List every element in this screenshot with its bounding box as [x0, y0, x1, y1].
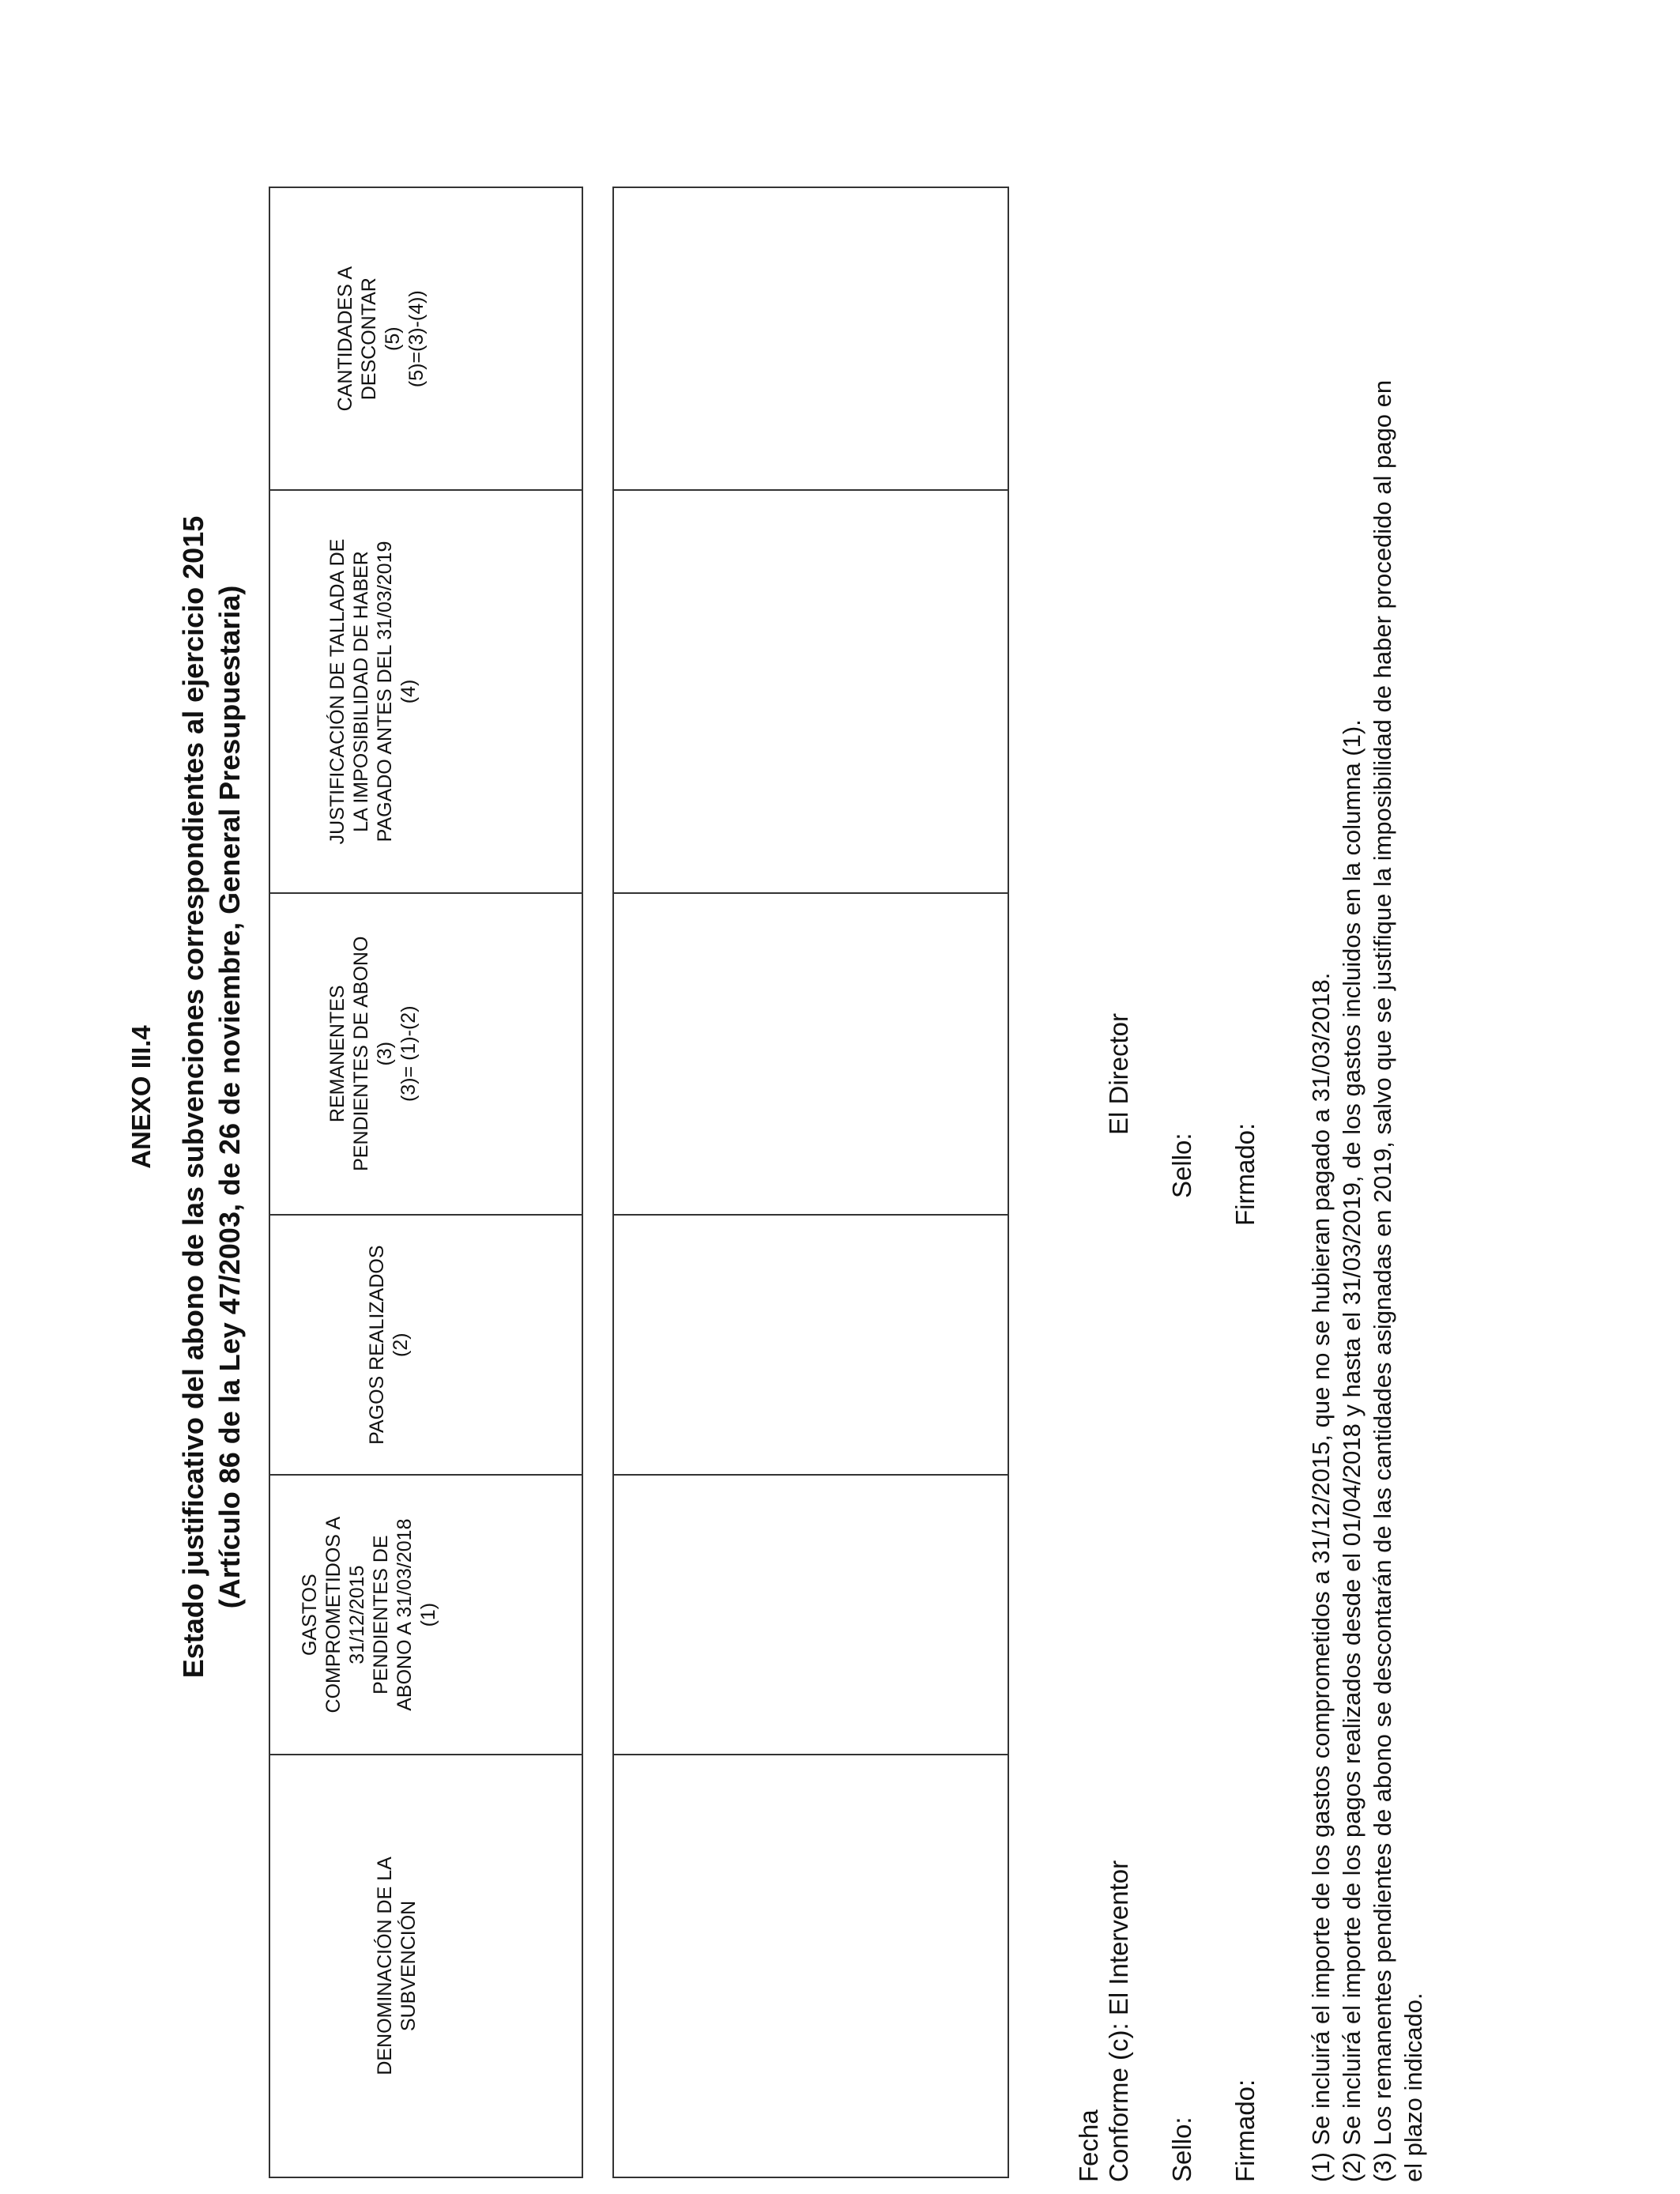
- footnote-3-continued: el plazo indicado.: [1399, 1992, 1427, 2182]
- column-header-pagos-realizados: PAGOS REALIZADOS (2): [270, 1214, 582, 1474]
- table-header-row: [269, 187, 583, 2178]
- fecha-label: Fecha: [1074, 2109, 1103, 2182]
- director-label: El Director: [1104, 1012, 1133, 1135]
- document-title: Estado justificativo del abono de las subvenciones correspondientes al ejercicio 2015: [177, 515, 209, 1679]
- column-header-justificacion: JUSTIFICACIÓN DE TALLADA DE LA IMPOSIBILIDAD DE HABER PAGADO ANTES DEL 31/03/2019 (4): [270, 489, 582, 892]
- table-cell[interactable]: [614, 892, 1008, 1214]
- legal-reference: (Artículo 86 de la Ley 47/2003, de 26 de noviembre, General Presupuestaria): [213, 585, 246, 1609]
- interventor-label: Conforme (c): El Interventor: [1104, 1860, 1133, 2182]
- column-header-cantidades-descontar: CANTIDADES A DESCONTAR (5) (5)=(3)-(4)): [334, 266, 428, 412]
- table-cell[interactable]: [614, 1474, 1008, 1753]
- sello-director: Sello:: [1167, 1133, 1196, 1198]
- column-header-gastos-comprometidos: GASTOS COMPROMETIDOS A 31/12/2015 PENDIENTES DE ABONO A 31/03/2018 (1): [270, 1474, 582, 1753]
- firmado-interventor: Firmado:: [1230, 2079, 1260, 2182]
- table-cell[interactable]: [614, 1754, 1008, 2177]
- footnote-1: (1) Se incluirá el importe de los gastos comprometidos a 31/12/2015, que no se hubieran pagado a 31/03/2018.: [1307, 972, 1335, 2182]
- table-cell[interactable]: [614, 489, 1008, 892]
- table-cell[interactable]: [614, 188, 1008, 489]
- annex-title: ANEXO III.4: [126, 1025, 156, 1169]
- firmado-director: Firmado:: [1230, 1122, 1260, 1226]
- footnote-3: (3) Los remanentes pendientes de abono se descontarán de las cantidades asignadas en 2019, salvo que se justifique la imposibilidad de haber procedido al pago en: [1369, 379, 1396, 2182]
- column-header-denominacion: DENOMINACIÓN DE LA SUBVENCIÓN: [270, 1754, 582, 2177]
- table-data-row: [612, 187, 1009, 2178]
- column-header-remanentes: REMANENTES PENDIENTES DE ABONO (3) (3)= (1)-(2): [270, 892, 582, 1214]
- table-cell[interactable]: [614, 1214, 1008, 1474]
- footnote-2: (2) Se incluirá el importe de los pagos realizados desde el 01/04/2018 y hasta el 31/03/2019, de los gastos incluidos en la columna (1).: [1338, 719, 1365, 2182]
- sello-interventor: Sello:: [1167, 2117, 1196, 2182]
